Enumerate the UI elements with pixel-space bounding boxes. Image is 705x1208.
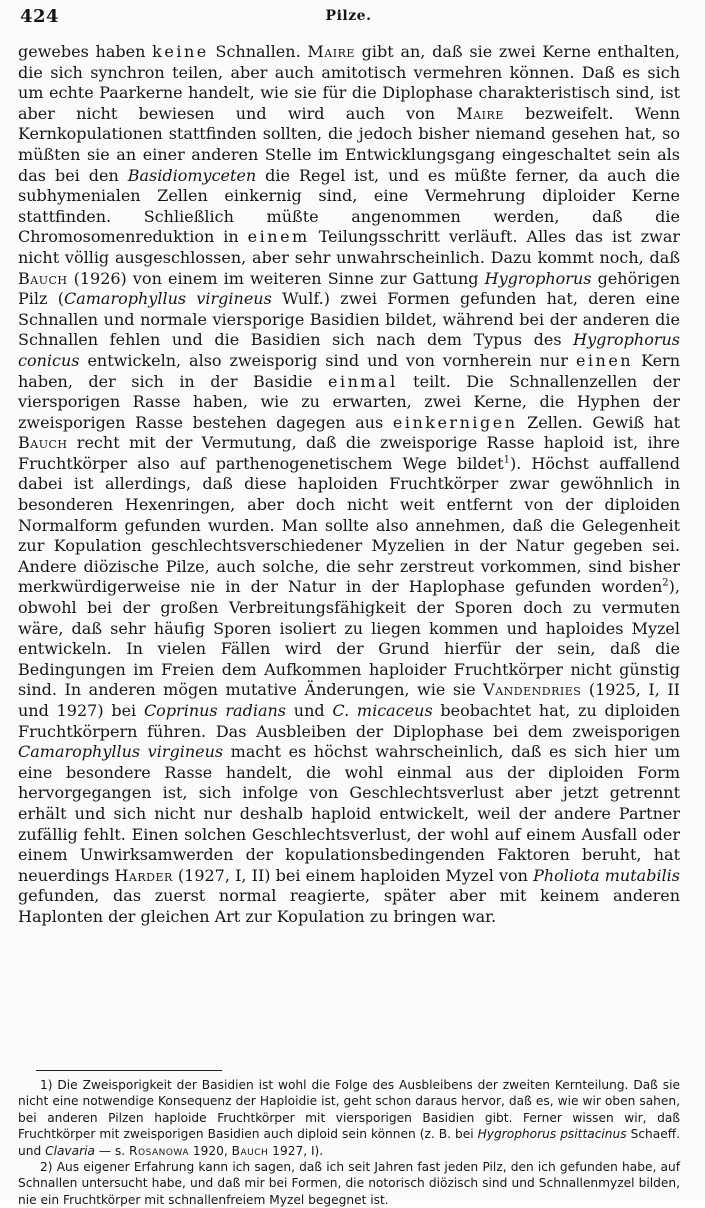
body-text-span: Zellen. Gewiß hat xyxy=(517,412,681,432)
body-text-span: Wulf.) zwei Formen gefunden hat, deren eine Schnallen und normale viersporige Basidien bildet, während bei der anderen die Schnallen fehlen und die Basidien sich nach dem Typus des xyxy=(18,289,680,350)
footnote-text: 1927, I). xyxy=(268,1143,324,1158)
author-name: Maire xyxy=(307,42,355,61)
taxon-name: Clavaria xyxy=(45,1143,95,1158)
body-text-span: entwickeln, also zweisporig sind und von vornherein nur xyxy=(79,350,576,370)
body-text-span: Teilungsschritt verläuft. Alles das ist zwar nicht völlig ausgeschlossen, aber sehr unwahrscheinlich. Dazu kommt noch, daß xyxy=(18,227,681,267)
emphasis-spaced: einkernigen xyxy=(392,412,518,432)
body-text-span: gehörigen Pilz ( xyxy=(18,268,681,309)
taxon-name: Hygrophorus xyxy=(484,268,592,288)
body-paragraph xyxy=(18,42,680,928)
body-text-span: (1925, I, II und 1927) bei xyxy=(18,680,680,720)
author-name: Bauch xyxy=(18,433,68,453)
running-title: Pilze. xyxy=(325,8,372,24)
body-text-span: ). Höchst auffallend dabei ist allerdings, daß diese haploiden Fruchtkörper zwar gewöhnlich in besonderen Hexenringen, aber doch nicht weit entfernt von der diploiden Normalform gefunden wurden. Man sollte also annehmen, daß die Gelegenheit zur Kopulation geschlechtsverschiedener Myzelien in der Natur gegeben sei. Andere diözische Pilze, auch solche, die sehr zerstreut vorkommen, sind bisher merkwürdigerweise nie in der Natur in der Haplophase gefunden worden xyxy=(18,453,680,597)
footnote-ref-2[interactable]: 2 xyxy=(662,578,669,590)
emphasis-spaced: einem xyxy=(247,227,310,247)
emphasis-spaced: einen xyxy=(575,350,634,370)
author-name: Vandendries xyxy=(483,680,582,700)
footnote-1 xyxy=(18,1077,680,1159)
taxon-name: Hygrophorus psittacinus xyxy=(477,1127,627,1142)
taxon-name: Hygrophorus conicus xyxy=(18,330,680,370)
body-text-span: gefunden, das zuerst normal reagierte, später aber mit keinem anderen Haplonten der gleichen Art zur Kopulation zu bringen war. xyxy=(18,886,680,926)
body-text-span: (1926) von einem im weiteren Sinne zur Gattung xyxy=(67,268,485,288)
footnote-text: 2) Aus eigener Erfahrung kann ich sagen, daß ich seit Jahren fast jeden Pilz, den ich gefunden habe, auf Schnallen untersucht habe, und daß mir bei Formen, die notorisch diözisch sind und Schnallenmyzel bilden, nie ein Fruchtkörper mit schnallenfreiem Myzel begegnet ist. xyxy=(18,1160,680,1207)
running-head xyxy=(20,6,677,30)
body-text-span: und xyxy=(286,701,333,720)
author-name: Bauch xyxy=(231,1143,269,1158)
footnote-text: — s. xyxy=(94,1143,130,1158)
author-name: Maire xyxy=(456,103,504,123)
footnotes xyxy=(18,1077,680,1208)
body-text-span: Kern haben, der sich in der Basidie xyxy=(18,350,681,391)
footnote-text: Schaeff. und xyxy=(18,1127,680,1158)
taxon-name: C. micaceus xyxy=(332,701,433,720)
taxon-name: Camarophyllus virgineus xyxy=(18,742,224,762)
body-text-span: Schnallen. xyxy=(208,42,308,61)
author-name: Bauch xyxy=(18,268,68,288)
body-text-span: (1927, I, II) bei einem haploiden Myzel von xyxy=(172,865,534,885)
author-name: Harder xyxy=(114,865,173,885)
body-text-span: die Regel ist, und es müßte ferner, da auch die subhymenialen Zellen einkernig sind, eine Vermehrung diploider Kerne stattfinden. Schließlich müßte angenommen werden, daß die Chromosomenreduktion in xyxy=(18,165,681,247)
taxon-name: Coprinus radians xyxy=(143,701,287,720)
taxon-name: Pholiota mutabilis xyxy=(533,865,681,885)
footnote-text: 1) Die Zweisporigkeit der Basidien ist wohl die Folge des Ausbleibens der zweiten Kernteilung. Daß sie nicht eine notwendige Konsequenz der Haploidie ist, geht schon daraus hervor, daß es, wie wir oben sahen, bei anderen Pilzen haploide Fruchtkörper mit viersporigen Basidien gibt. Ferner wissen wir, daß Fruchtkörper mit zweisporigen Basidien auch diploid sein können (z. B. bei xyxy=(18,1078,680,1142)
author-name: Rosanowa xyxy=(129,1143,189,1158)
body-text-span: teilt. Die Schnallenzellen der viersporigen Rasse haben, wie zu erwarten, zwei Kerne, die Hyphen der zweisporigen Rasse bestehen dagegen aus xyxy=(18,371,681,432)
body-text-span: ), obwohl bei der großen Verbreitungsfähigkeit der Sporen doch zu vermuten wäre, daß sehr häufig Sporen isoliert zu liegen kommen und haploides Myzel entwickeln. In vielen Fällen wird der Grund hierfür der sein, daß die Bedingungen im Freien dem Aufkommen haploider Fruchtkörper nicht günstig sind. In anderen mögen mutative Änderungen, wie sie xyxy=(18,577,680,700)
footnote-ref-1[interactable]: 1 xyxy=(503,454,510,466)
body-text-span: recht mit der Vermutung, daß die zweisporige Rasse haploid ist, ihre Fruchtkörper also auf parthenogenetischem Wege bildet xyxy=(18,433,680,473)
footnote-text: 1920, xyxy=(189,1143,232,1158)
taxon-name: Camarophyllus virgineus xyxy=(63,289,272,309)
body-text-span: gibt an, daß sie zwei Kerne enthalten, die sich synchron teilen, aber auch amitotisch vermehren können. Daß es sich um echte Paarkerne handelt, wie sie für die Diplophase charakteristisch sind, ist aber nicht bewiesen und wird auch von xyxy=(18,42,681,123)
page-number: 424 xyxy=(20,6,60,27)
emphasis-spaced: einmal xyxy=(327,371,398,391)
footnote-2 xyxy=(18,1159,680,1208)
emphasis-spaced: keine xyxy=(152,42,209,61)
footnote-divider xyxy=(36,1070,222,1071)
body-text-span: macht es höchst wahrscheinlich, daß es sich hier um eine besondere Rasse handelt, die wohl einmal aus der diploiden Form hervorgegangen ist, sich infolge von Geschlechtsverlust aber jetzt getrennt erhält und sich nicht nur deshalb haploid entwickelt, weil der andere Partner zufällig fehlt. Einen solchen Geschlechtsverlust, der wohl auf einem Ausfall oder einem Unwirksamwerden der kopulationsbedingenden Faktoren beruht, hat neuerdings xyxy=(18,742,680,885)
taxon-name: Basidiomyceten xyxy=(127,165,257,185)
body-text-span: bezweifelt. Wenn Kernkopulationen stattfinden sollten, die jedoch bisher niemand gesehen hat, so müßten sie an einer anderen Stelle im Entwicklungsgang eingeschaltet sein als das bei den xyxy=(18,103,680,185)
body-text-span: beobachtet hat, zu diploiden Fruchtkörpern führen. Das Ausbleiben der Diplophase bei dem zweisporigen xyxy=(18,701,681,741)
body-text-span: gewebes haben xyxy=(18,42,153,61)
